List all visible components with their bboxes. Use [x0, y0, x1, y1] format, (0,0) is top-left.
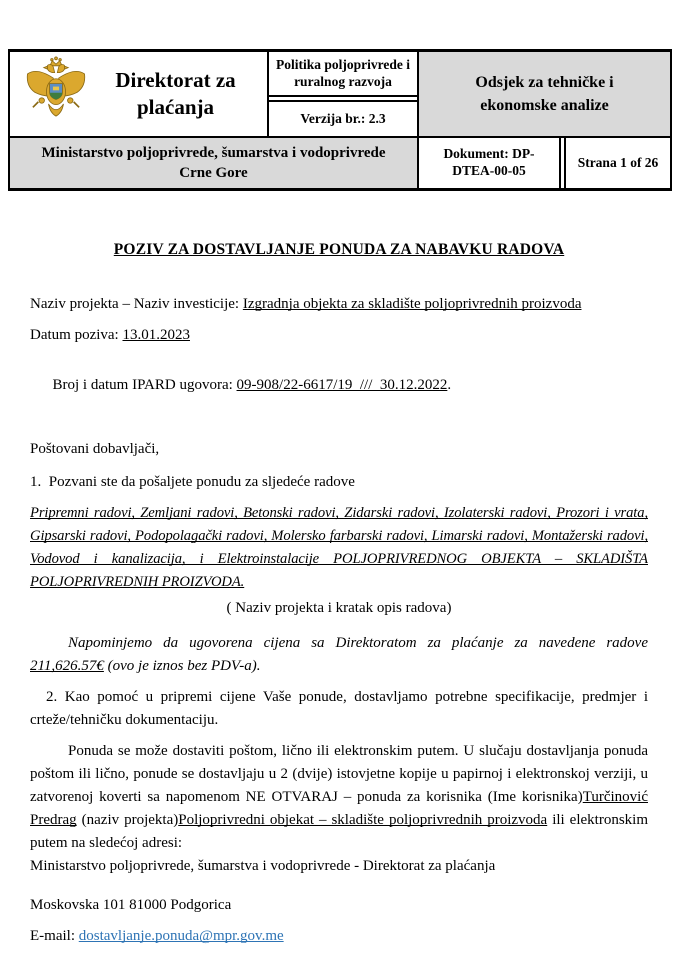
policy-cell: Politika poljoprivrede i ruralnog razvoja	[269, 52, 417, 97]
street-address: Moskovska 101 81000 Podgorica	[30, 897, 232, 913]
call-date-line	[30, 324, 648, 347]
ministry-cell: Ministarstvo poljoprivrede, šumarstva i vodoprivrede Crne Gore	[10, 138, 419, 188]
montenegro-coat-of-arms-icon	[22, 55, 90, 133]
document-title: POZIV ZA DOSTAVLJANJE PONUDA ZA NABAVKU RADOVA	[113, 241, 565, 258]
contract-label: Broj i datum IPARD ugovora:	[52, 377, 237, 393]
invitation-item: 1. Pozvani ste da pošaljete ponudu za sljedeće radove	[30, 474, 355, 490]
contract-value: 09-908/22-6617/19 /// 30.12.2022	[236, 377, 448, 393]
price-note-text: Napominjemo da ugovorena cijena sa Direktoratom za plaćanje za navedene radove	[68, 635, 648, 651]
policy-version-column	[269, 52, 419, 136]
price-note-suffix: (ovo je iznos bez PDV-a).	[103, 658, 261, 674]
directorate-title: Direktorat za plaćanja	[115, 67, 236, 119]
call-date-value: 13.01.2023	[122, 327, 190, 343]
document-content	[0, 190, 679, 948]
project-name-line	[30, 293, 648, 316]
beneficiary-name: Turčinović Predrag	[30, 789, 648, 828]
specifications-item: 2. Kao pomoć u pripremi cijene Vaše ponude, dostavljamo potrebne specifikacije, predmjer i crteže/tehničku dokumentaciju.	[30, 689, 648, 728]
document-id-cell: Dokument: DP-DTEA-00-05	[419, 138, 561, 188]
version-cell: Verzija br.: 2.3	[269, 100, 417, 136]
email-link[interactable]: dostavljanje.ponuda@mpr.gov.me	[78, 928, 284, 944]
directorate-cell	[10, 52, 269, 136]
header-row-bottom	[10, 138, 670, 188]
works-caption: ( Naziv projekta i kratak opis radova)	[226, 600, 452, 616]
delivery-project-name: Poljoprivredni objekat – skladište poljoprivrednih proizvoda	[178, 812, 548, 828]
contract-number-line	[30, 351, 648, 420]
contract-amount: 211,626.57€	[30, 658, 104, 674]
delivery-text-2: (naziv projekta)	[76, 812, 179, 828]
project-name-value: Izgradnja objekta za skladište poljoprivrednih proizvoda	[242, 296, 582, 312]
email-label: E-mail:	[30, 928, 79, 944]
header-row-top	[10, 52, 670, 138]
delivery-instructions	[30, 740, 648, 878]
delivery-text-1: Ponuda se može dostaviti poštom, lično ili elektronskim putem. U slučaju dostavljanja ponuda poštom ili lično, ponude se dostavljaju u 2 (dvije) istovjetne kopije u papirnoj i elektronskoj verziji, u zatvorenoj koverti sa napomenom NE OTVARAJ – ponuda za korisnika (Ime korisnika)	[30, 743, 648, 805]
header-table	[8, 49, 672, 191]
call-date-label: Datum poziva:	[30, 327, 123, 343]
contract-suffix: .	[447, 377, 452, 393]
works-list: Pripremni radovi, Zemljani radovi, Betonski radovi, Zidarski radovi, Izolaterski radovi, Prozori i vrata, Gipsarski radovi, Podopolagački radovi, Molersko farbarski radovi, Limarski radovi, Montažerski radovi, Vodovod i kanalizacija, i Elektroinstalacije POLJOPRIVREDNOG OBJEKTA – SKLADIŠTA POLJOPRIVREDNIH PROIZVODA.	[30, 505, 648, 590]
department-cell: Odsjek za tehničke i ekonomske analize	[419, 52, 670, 136]
ministry-address: Ministarstvo poljoprivrede, šumarstva i vodoprivrede - Direktorat za plaćanja	[30, 858, 496, 874]
email-line	[30, 925, 648, 948]
page-number-cell: Strana 1 of 26	[564, 138, 670, 188]
salutation: Poštovani dobavljači,	[30, 441, 160, 457]
project-name-label: Naziv projekta – Naziv investicije:	[30, 296, 243, 312]
price-note	[30, 632, 648, 678]
delivery-text-3: ili elektronskim putem na sledećoj adresi:	[30, 812, 648, 851]
